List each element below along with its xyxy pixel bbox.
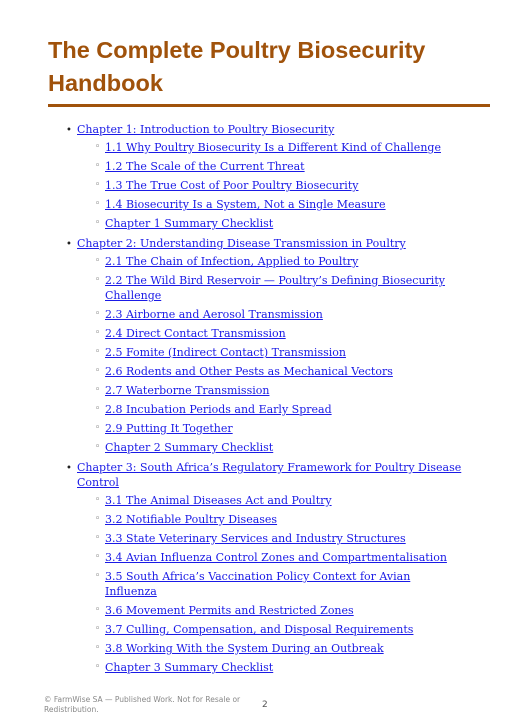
toc-section-item (77, 491, 465, 510)
toc-section-item (77, 529, 465, 548)
toc-section-item (77, 381, 465, 400)
bullet-icon: • (66, 239, 72, 250)
section-list (77, 138, 467, 233)
page-title: The Complete Poultry Biosecurity Handbook (48, 37, 426, 96)
circle-bullet-icon: ◦ (95, 514, 101, 524)
toc-section-item (77, 305, 465, 324)
section-link[interactable]: 2.6 Rodents and Other Pests as Mechanical Vectors (105, 365, 393, 378)
section-link[interactable]: 1.2 The Scale of the Current Threat (105, 160, 305, 173)
bullet-icon: • (66, 463, 72, 474)
toc-section-item (77, 362, 465, 381)
toc-section-item (77, 214, 465, 233)
circle-bullet-icon: ◦ (95, 385, 101, 395)
section-link[interactable]: 3.2 Notifiable Poultry Diseases (105, 513, 278, 526)
circle-bullet-icon: ◦ (95, 643, 101, 653)
circle-bullet-icon: ◦ (95, 180, 101, 190)
section-link[interactable]: 2.1 The Chain of Infection, Applied to Poultry (105, 255, 359, 268)
circle-bullet-icon: ◦ (95, 218, 101, 228)
section-link[interactable]: 3.6 Movement Permits and Restricted Zones (105, 604, 354, 617)
section-link[interactable]: Chapter 3 Summary Checklist (105, 661, 274, 674)
section-link[interactable]: 1.1 Why Poultry Biosecurity Is a Different Kind of Challenge (105, 141, 441, 154)
toc-section-item (77, 658, 465, 677)
circle-bullet-icon: ◦ (95, 442, 101, 452)
section-link[interactable]: Chapter 2 Summary Checklist (105, 441, 274, 454)
chapter-link[interactable]: Chapter 3: South Africa’s Regulatory Framework for Poultry Disease Control (77, 461, 462, 489)
section-link[interactable]: 2.5 Fomite (Indirect Contact) Transmission (105, 346, 346, 359)
title-divider (48, 104, 490, 107)
circle-bullet-icon: ◦ (95, 347, 101, 357)
circle-bullet-icon: ◦ (95, 161, 101, 171)
table-of-contents (0, 119, 528, 677)
toc-section-item (77, 157, 465, 176)
section-link[interactable]: Chapter 1 Summary Checklist (105, 217, 274, 230)
toc-section-item (77, 252, 465, 271)
toc-section-item (77, 601, 465, 620)
chapter-link[interactable]: Chapter 2: Understanding Disease Transmission in Poultry (77, 237, 406, 250)
toc-section-item (77, 567, 465, 601)
circle-bullet-icon: ◦ (95, 552, 101, 562)
circle-bullet-icon: ◦ (95, 605, 101, 615)
toc-section-item (77, 438, 465, 457)
footer-notice: © FarmWise SA — Published Work. Not for Resale or Redistribution. (44, 695, 241, 714)
section-link[interactable]: 2.2 The Wild Bird Reservoir — Poultry’s Defining Biosecurity Challenge (105, 274, 445, 302)
toc-chapter-item (0, 457, 467, 677)
circle-bullet-icon: ◦ (95, 662, 101, 672)
toc-section-item (77, 400, 465, 419)
toc-chapter-item (0, 119, 467, 233)
section-link[interactable]: 2.4 Direct Contact Transmission (105, 327, 286, 340)
circle-bullet-icon: ◦ (95, 533, 101, 543)
toc-section-item (77, 176, 465, 195)
circle-bullet-icon: ◦ (95, 256, 101, 266)
toc-section-item (77, 343, 465, 362)
section-link[interactable]: 2.7 Waterborne Transmission (105, 384, 270, 397)
circle-bullet-icon: ◦ (95, 423, 101, 433)
chapter-link[interactable]: Chapter 1: Introduction to Poultry Biosecurity (77, 123, 335, 136)
section-link[interactable]: 3.5 South Africa’s Vaccination Policy Context for Avian Influenza (105, 570, 411, 598)
section-link[interactable]: 3.4 Avian Influenza Control Zones and Compartmentalisation (105, 551, 447, 564)
toc-section-item (77, 271, 465, 305)
section-link[interactable]: 3.7 Culling, Compensation, and Disposal Requirements (105, 623, 414, 636)
page-number: 2 (262, 700, 268, 710)
section-link[interactable]: 3.3 State Veterinary Services and Industry Structures (105, 532, 406, 545)
circle-bullet-icon: ◦ (95, 404, 101, 414)
circle-bullet-icon: ◦ (95, 366, 101, 376)
chapter-list (0, 119, 528, 677)
circle-bullet-icon: ◦ (95, 624, 101, 634)
circle-bullet-icon: ◦ (95, 328, 101, 338)
section-link[interactable]: 2.8 Incubation Periods and Early Spread (105, 403, 332, 416)
circle-bullet-icon: ◦ (95, 495, 101, 505)
section-link[interactable]: 2.9 Putting It Together (105, 422, 233, 435)
toc-section-item (77, 620, 465, 639)
toc-chapter-item (0, 233, 467, 457)
toc-section-item (77, 419, 465, 438)
section-list (77, 491, 467, 677)
bullet-icon: • (66, 125, 72, 136)
section-link[interactable]: 3.8 Working With the System During an Outbreak (105, 642, 384, 655)
circle-bullet-icon: ◦ (95, 199, 101, 209)
circle-bullet-icon: ◦ (95, 309, 101, 319)
toc-section-item (77, 195, 465, 214)
circle-bullet-icon: ◦ (95, 571, 101, 581)
toc-section-item (77, 138, 465, 157)
section-link[interactable]: 2.3 Airborne and Aerosol Transmission (105, 308, 323, 321)
section-list (77, 252, 467, 457)
circle-bullet-icon: ◦ (95, 275, 101, 285)
toc-section-item (77, 324, 465, 343)
circle-bullet-icon: ◦ (95, 142, 101, 152)
toc-section-item (77, 510, 465, 529)
toc-section-item (77, 548, 465, 567)
section-link[interactable]: 1.3 The True Cost of Poor Poultry Biosecurity (105, 179, 359, 192)
toc-section-item (77, 639, 465, 658)
section-link[interactable]: 3.1 The Animal Diseases Act and Poultry (105, 494, 332, 507)
section-link[interactable]: 1.4 Biosecurity Is a System, Not a Single Measure (105, 198, 386, 211)
